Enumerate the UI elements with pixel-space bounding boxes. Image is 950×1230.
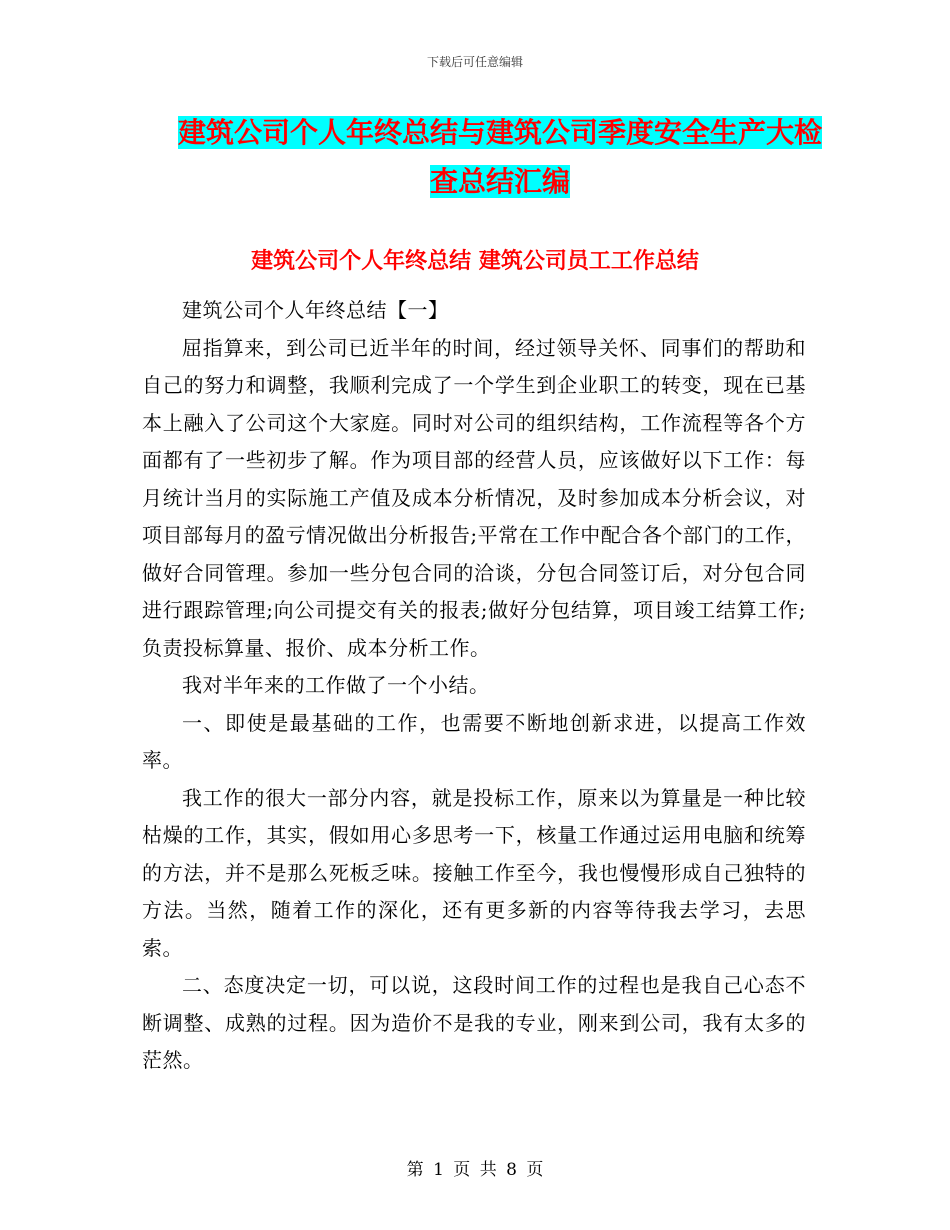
document-body [142, 292, 806, 1080]
body-paragraph: 二、态度决定一切，可以说，这段时间工作的过程也是我自己心态不断调整、成熟的过程。因为造价不是我的专业，刚来到公司，我有太多的茫然。 [142, 973, 806, 1072]
body-paragraph: 我工作的很大一部分内容，就是投标工作，原来以为算量是一种比较枯燥的工作，其实，假如用心多思考一下，核量工作通过运用电脑和统筹的方法，并不是那么死板乏味。接触工作至今，我也慢慢形成自己独特的方法。当然，随着工作的深化，还有更多新的内容等待我去学习，去思索。 [142, 785, 806, 960]
document-title [140, 108, 860, 206]
page-number-footer: 第 1 页 共 8 页 [406, 1160, 544, 1180]
body-paragraph: 我对半年来的工作做了一个小结。 [182, 673, 490, 697]
body-paragraph: 一、即使是最基础的工作，也需要不断地创新求进，以提高工作效率。 [142, 710, 806, 772]
document-subtitle: 建筑公司个人年终总结 建筑公司员工工作总结 [251, 249, 699, 274]
section-heading-paragraph: 建筑公司个人年终总结【一】 [182, 298, 449, 322]
document-title-line-1: 建筑公司个人年终总结与建筑公司季度安全生产大检 [177, 116, 822, 149]
page-header-note: 下载后可任意编辑 [426, 55, 523, 69]
document-title-line-2: 查总结汇编 [429, 165, 570, 198]
body-paragraph: 屈指算来，到公司已近半年的时间，经过领导关怀、同事们的帮助和自己的努力和调整，我顺利完成了一个学生到企业职工的转变，现在已基本上融入了公司这个大家庭。同时对公司的组织结构，工作流程等各个方面都有了一些初步了解。作为项目部的经营人员，应该做好以下工作：每月统计当月的实际施工产值及成本分析情况，及时参加成本分析会议，对项目部每月的盈亏情况做出分析报告;平常在工作中配合各个部门的工作，做好合同管理。参加一些分包合同的洽谈，分包合同签订后，对分包合同进行跟踪管理;向公司提交有关的报表;做好分包结算，项目竣工结算工作;负责投标算量、报价、成本分析工作。 [142, 335, 806, 660]
